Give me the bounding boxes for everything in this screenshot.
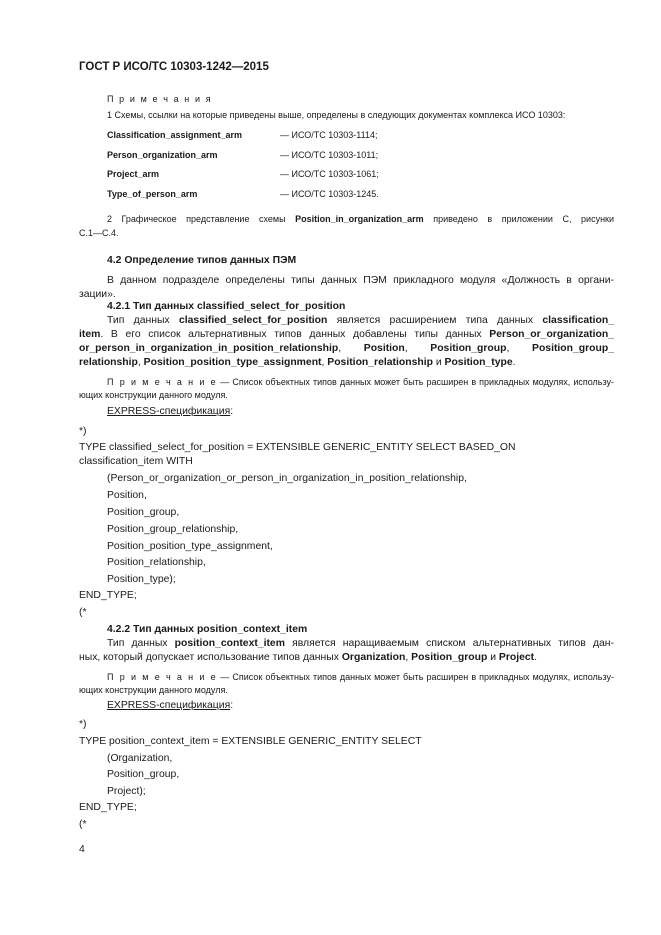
note-1: 1 Схемы, ссылки на которые приведены выше, определены в следующих документах комплекса ИСО 10303:: [107, 110, 566, 120]
section-4-2-1-heading: 4.2.1 Тип данных classified_select_for_position: [107, 301, 346, 312]
code-line: END_TYPE;: [79, 590, 137, 601]
code-line: Position_type);: [107, 574, 176, 585]
ref-name: Type_of_person_arm: [107, 189, 198, 199]
code-line: Position_relationship,: [107, 557, 206, 568]
section-4-2-1-text-line2: item. В его список альтернативных типов данных добавлены типы данных Person_or_organization_: [79, 329, 614, 340]
ref-doc: — ИСО/ТС 10303-1114;: [280, 130, 378, 140]
section-4-2-paragraph-line2: зации».: [79, 289, 116, 300]
code-line: Position,: [107, 490, 147, 501]
code-line: (*: [79, 819, 87, 830]
express-spec-label: EXPRESS-спецификация:: [107, 406, 234, 417]
page-number: 4: [79, 844, 85, 855]
section-4-2-2-text-line1: Тип данных position_context_item является наращиваемым списком альтернативных типов дан-: [107, 638, 615, 649]
ref-name: Project_arm: [107, 169, 160, 179]
code-line: TYPE position_context_item = EXTENSIBLE GENERIC_ENTITY SELECT: [79, 736, 422, 747]
code-line: Project);: [107, 786, 146, 797]
express-spec-label: EXPRESS-спецификация:: [107, 700, 234, 711]
ref-name: Person_organization_arm: [107, 150, 218, 160]
section-4-2-1-text-line4: relationship, Position_position_type_assignment, Position_relationship и Position_type.: [79, 357, 516, 368]
section-4-2-1-text-line3: or_person_in_organization_in_position_relationship, Position, Position_group, Position_group_: [79, 343, 614, 354]
code-line: (*: [79, 607, 87, 618]
ref-doc: — ИСО/ТС 10303-1245.: [280, 189, 379, 199]
code-line: END_TYPE;: [79, 802, 137, 813]
code-line: (Organization,: [107, 753, 173, 764]
code-line: TYPE classified_select_for_position = EXTENSIBLE GENERIC_ENTITY SELECT BASED_ON: [79, 442, 516, 453]
document-header: ГОСТ Р ИСО/ТС 10303-1242—2015: [79, 61, 269, 73]
notes-label: П р и м е ч а н и я: [107, 94, 213, 104]
ref-name: Classification_assignment_arm: [107, 130, 243, 140]
code-line: Position_group_relationship,: [107, 524, 239, 535]
section-4-2-2-heading: 4.2.2 Тип данных position_context_item: [107, 624, 308, 635]
section-4-2-1-text-line1: Тип данных classified_select_for_position является расширением типа данных classification_: [107, 315, 615, 326]
code-line: *): [79, 426, 87, 437]
code-line: Position_position_type_assignment,: [107, 541, 273, 552]
note-2: 2 Графическое представление схемы Position_in_organization_arm приведено в приложении С, рисунки: [107, 214, 614, 224]
ref-doc: — ИСО/ТС 10303-1011;: [280, 150, 379, 160]
section-4-2-paragraph-line1: В данном подразделе определены типы данных ПЭМ прикладного модуля «Должность в органи-: [107, 275, 614, 286]
code-line: (Person_or_organization_or_person_in_organization_in_position_relationship,: [107, 473, 467, 484]
code-line: classification_item WITH: [79, 456, 193, 467]
section-4-2-2-text-line2: ных, который допускает использование типов данных Organization, Position_group и Project.: [79, 652, 538, 663]
code-line: Position_group,: [107, 769, 180, 780]
section-4-2-2-note: П р и м е ч а н и е — Список объектных типов данных может быть расширен в прикладных модулях, использу-: [107, 672, 614, 682]
note-2-continued: С.1—С.4.: [79, 228, 119, 238]
ref-doc: — ИСО/ТС 10303-1061;: [280, 169, 379, 179]
section-4-2-heading: 4.2 Определение типов данных ПЭМ: [107, 255, 297, 266]
section-4-2-1-note-line2: ющих конструкции данного модуля.: [79, 390, 228, 400]
section-4-2-1-note: П р и м е ч а н и е — Список объектных типов данных может быть расширен в прикладных модулях, использу-: [107, 377, 614, 387]
code-line: *): [79, 719, 87, 730]
code-line: Position_group,: [107, 507, 180, 518]
section-4-2-2-note-line2: ющих конструкции данного модуля.: [79, 685, 228, 695]
